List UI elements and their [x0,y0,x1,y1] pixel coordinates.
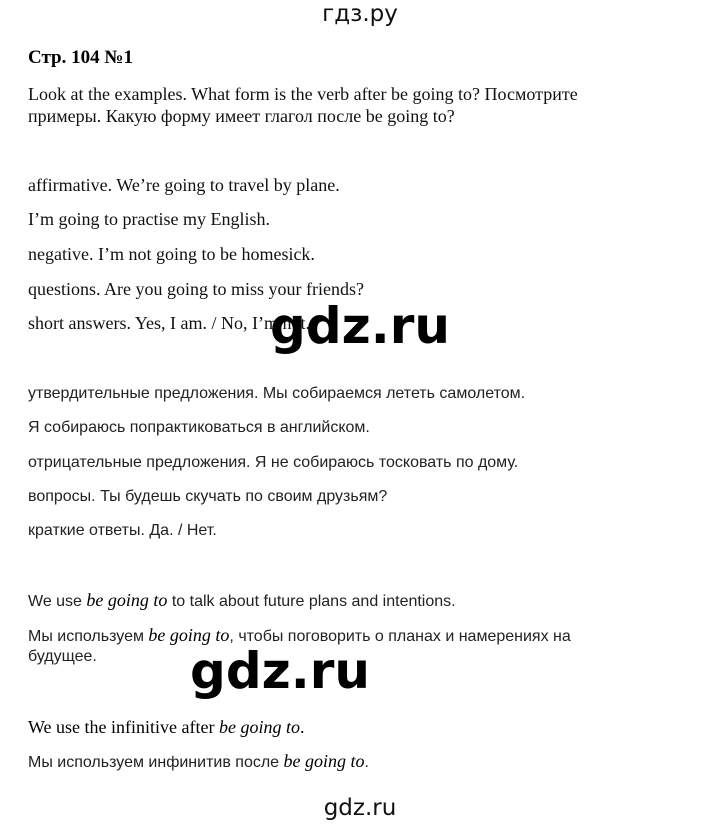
rule-1-en-prefix: We use [28,593,87,610]
rule-2-ru-suffix: . [364,754,369,771]
rule-2-ru-prefix: Мы используем инфинитив после [28,754,284,771]
example-en-short-answers: short answers. Yes, I am. / No, I’m not. [28,313,310,333]
watermark-middle-1: gdz.ru [270,297,450,355]
rule-2-en-prefix: We use the infinitive after [28,717,219,737]
rule-2-ru-italic: be going to [283,751,365,771]
rule-1-ru-suffix: , чтобы поговорить о планах и намерениях на [229,628,571,645]
rule-1-en-italic: be going to [86,590,168,610]
rule-2-en-italic: be going to [218,717,300,737]
header-watermark: гдз.ру [322,1,398,27]
rule-1-ru-prefix: Мы используем [28,628,149,645]
example-ru-questions: вопросы. Ты будешь скучать по своим друзьям? [28,488,388,505]
footer-watermark: gdz.ru [323,795,397,821]
rule-1-en [28,590,456,612]
example-en-affirmative-2: I’m going to practise my English. [28,209,270,229]
example-ru-negative: отрицательные предложения. Я не собираюсь тосковать по дому. [28,454,519,471]
rule-2-en [28,716,304,738]
example-ru-affirmative-2: Я собираюсь попрактиковаться в английском. [28,419,370,436]
rule-1-ru-italic: be going to [148,625,230,645]
rule-2-ru [28,751,369,773]
task-line-1: Look at the examples. What form is the verb after be going to? Посмотрите [28,84,578,104]
rule-1-ru-line-2: будущее. [28,648,97,665]
watermark-middle-2: gdz.ru [190,642,370,700]
page-title: Стр. 104 №1 [28,47,133,68]
example-ru-short-answers: краткие ответы. Да. / Нет. [28,522,217,539]
example-en-negative: negative. I’m not going to be homesick. [28,244,315,264]
rule-1-en-suffix: to talk about future plans and intentions. [167,593,456,610]
example-ru-affirmative: утвердительные предложения. Мы собираемся лететь самолетом. [28,385,526,402]
example-en-affirmative: affirmative. We’re going to travel by plane. [28,175,340,195]
example-en-questions: questions. Are you going to miss your friends? [28,279,364,299]
task-line-2: примеры. Какую форму имеет глагол после be going to? [28,106,455,126]
rule-2-en-suffix: . [299,717,305,737]
